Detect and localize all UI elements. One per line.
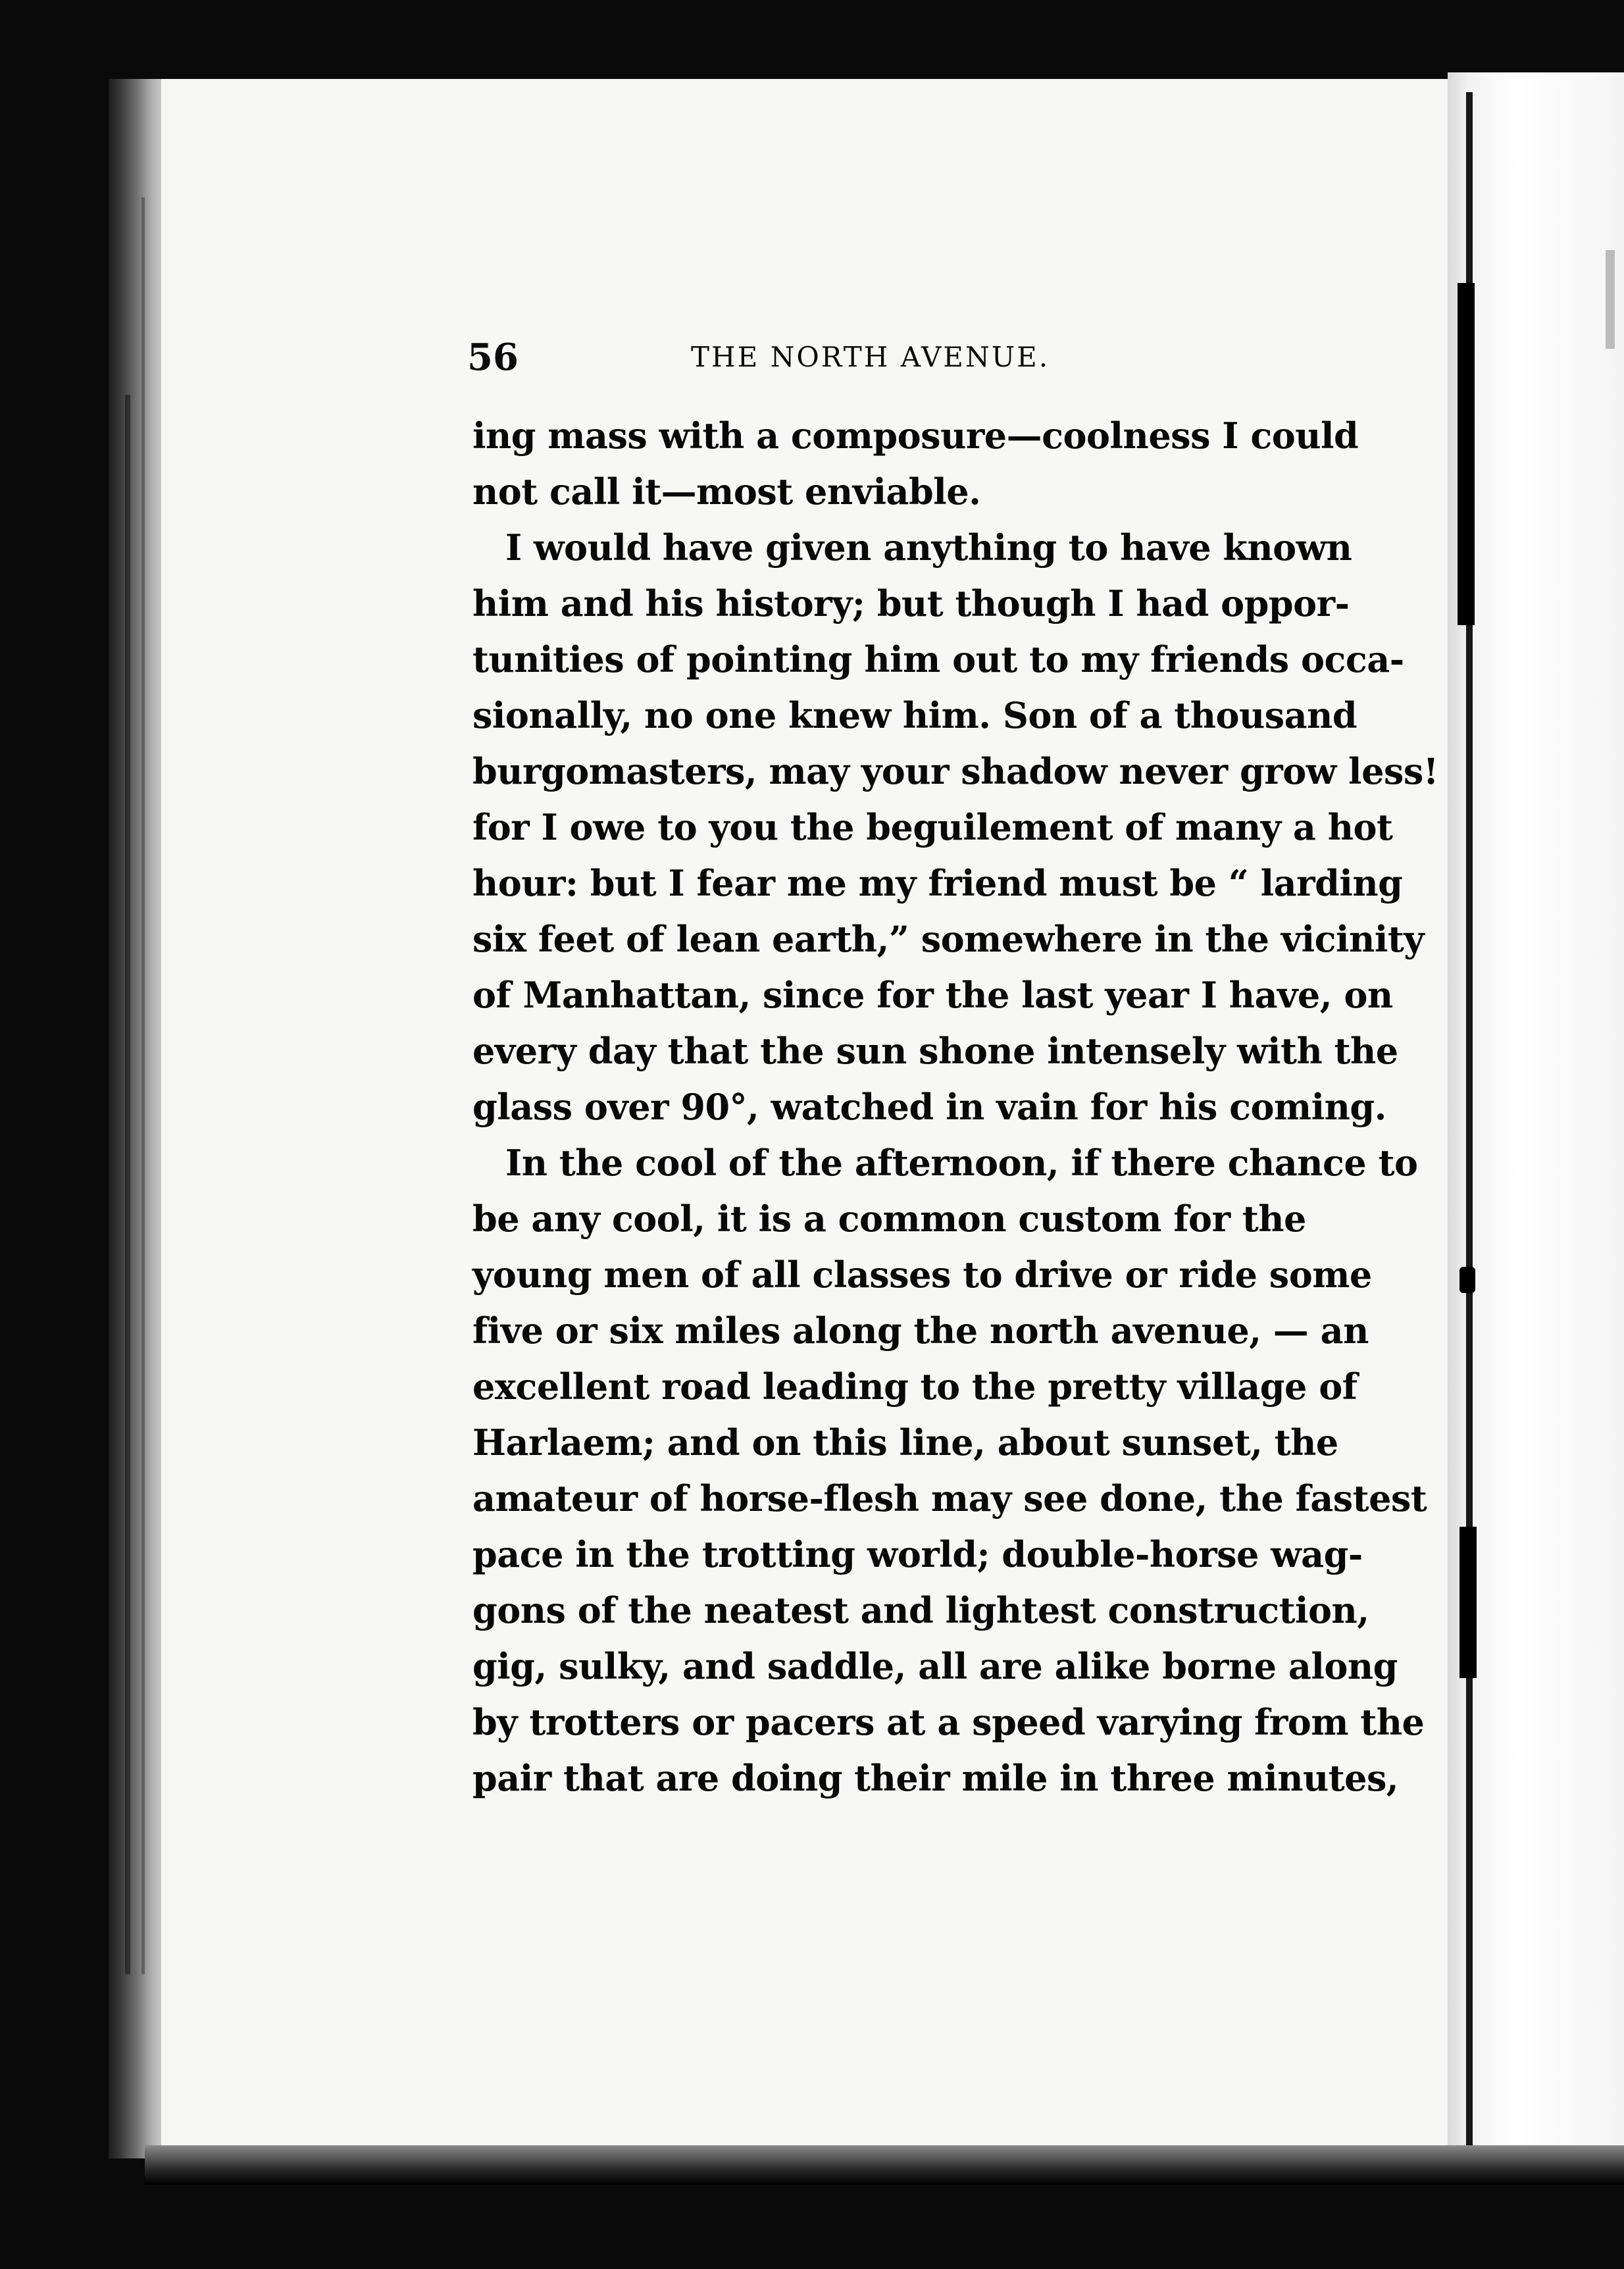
text-line: for I owe to you the beguilement of many a hot <box>472 806 1393 848</box>
text-line: amateur of horse-flesh may see done, the fastest <box>472 1477 1427 1519</box>
text-line: In the cool of the afternoon, if there chance to <box>505 1142 1418 1184</box>
text-line: of Manhattan, since for the last year I have, on <box>472 974 1393 1016</box>
text-line: five or six miles along the north avenue, — an <box>472 1310 1369 1352</box>
scan-artifact-mark <box>1458 283 1475 625</box>
text-line: hour: but I fear me my friend must be “ larding <box>472 862 1403 904</box>
text-line: I would have given anything to have known <box>505 526 1352 569</box>
binding-shadow-streak <box>125 395 130 1974</box>
text-line: glass over 90°, watched in vain for his coming. <box>472 1086 1386 1128</box>
text-line: by trotters or pacers at a speed varying from the <box>472 1701 1425 1743</box>
text-line: six feet of lean earth,” somewhere in the vicinity <box>472 918 1425 960</box>
text-line: excellent road leading to the pretty village of <box>472 1365 1358 1408</box>
text-line: not call it—most enviable. <box>472 471 981 513</box>
running-head <box>467 334 1270 380</box>
text-line: Harlaem; and on this line, about sunset, the <box>472 1421 1338 1464</box>
scan-artifact-mark <box>1459 1527 1477 1678</box>
text-line: burgomasters, may your shadow never grow less! <box>472 750 1438 792</box>
text-line: him and his history; but though I had oppor- <box>472 582 1350 625</box>
scan-artifact-mark <box>1459 1267 1475 1293</box>
text-line: sionally, no one knew him. Son of a thousand <box>472 694 1358 736</box>
text-line: ing mass with a composure—coolness I could <box>472 415 1359 457</box>
text-line: gig, sulky, and saddle, all are alike borne along <box>472 1645 1398 1687</box>
scan-artifact-mark <box>1606 250 1615 349</box>
book-binding-edge <box>109 79 168 2158</box>
page-number: 56 <box>467 336 519 379</box>
text-line: gons of the neatest and lightest construction, <box>472 1589 1369 1631</box>
chapter-title: THE NORTH AVENUE. <box>691 341 1050 373</box>
bleed-through-text <box>474 1803 1263 1839</box>
text-line: pace in the trotting world; double-horse wag- <box>472 1533 1363 1575</box>
text-line: every day that the sun shone intensely with the <box>472 1030 1398 1072</box>
binding-shadow-streak <box>141 197 145 1974</box>
text-line: be any cool, it is a common custom for the <box>472 1198 1306 1240</box>
text-line: tunities of pointing him out to my friends occa- <box>472 638 1404 680</box>
text-line: pair that are doing their mile in three minutes, <box>472 1757 1399 1799</box>
body-text <box>472 408 1438 1806</box>
page-bottom-shadow <box>145 2145 1624 2185</box>
text-line: young men of all classes to drive or ride some <box>472 1254 1372 1296</box>
